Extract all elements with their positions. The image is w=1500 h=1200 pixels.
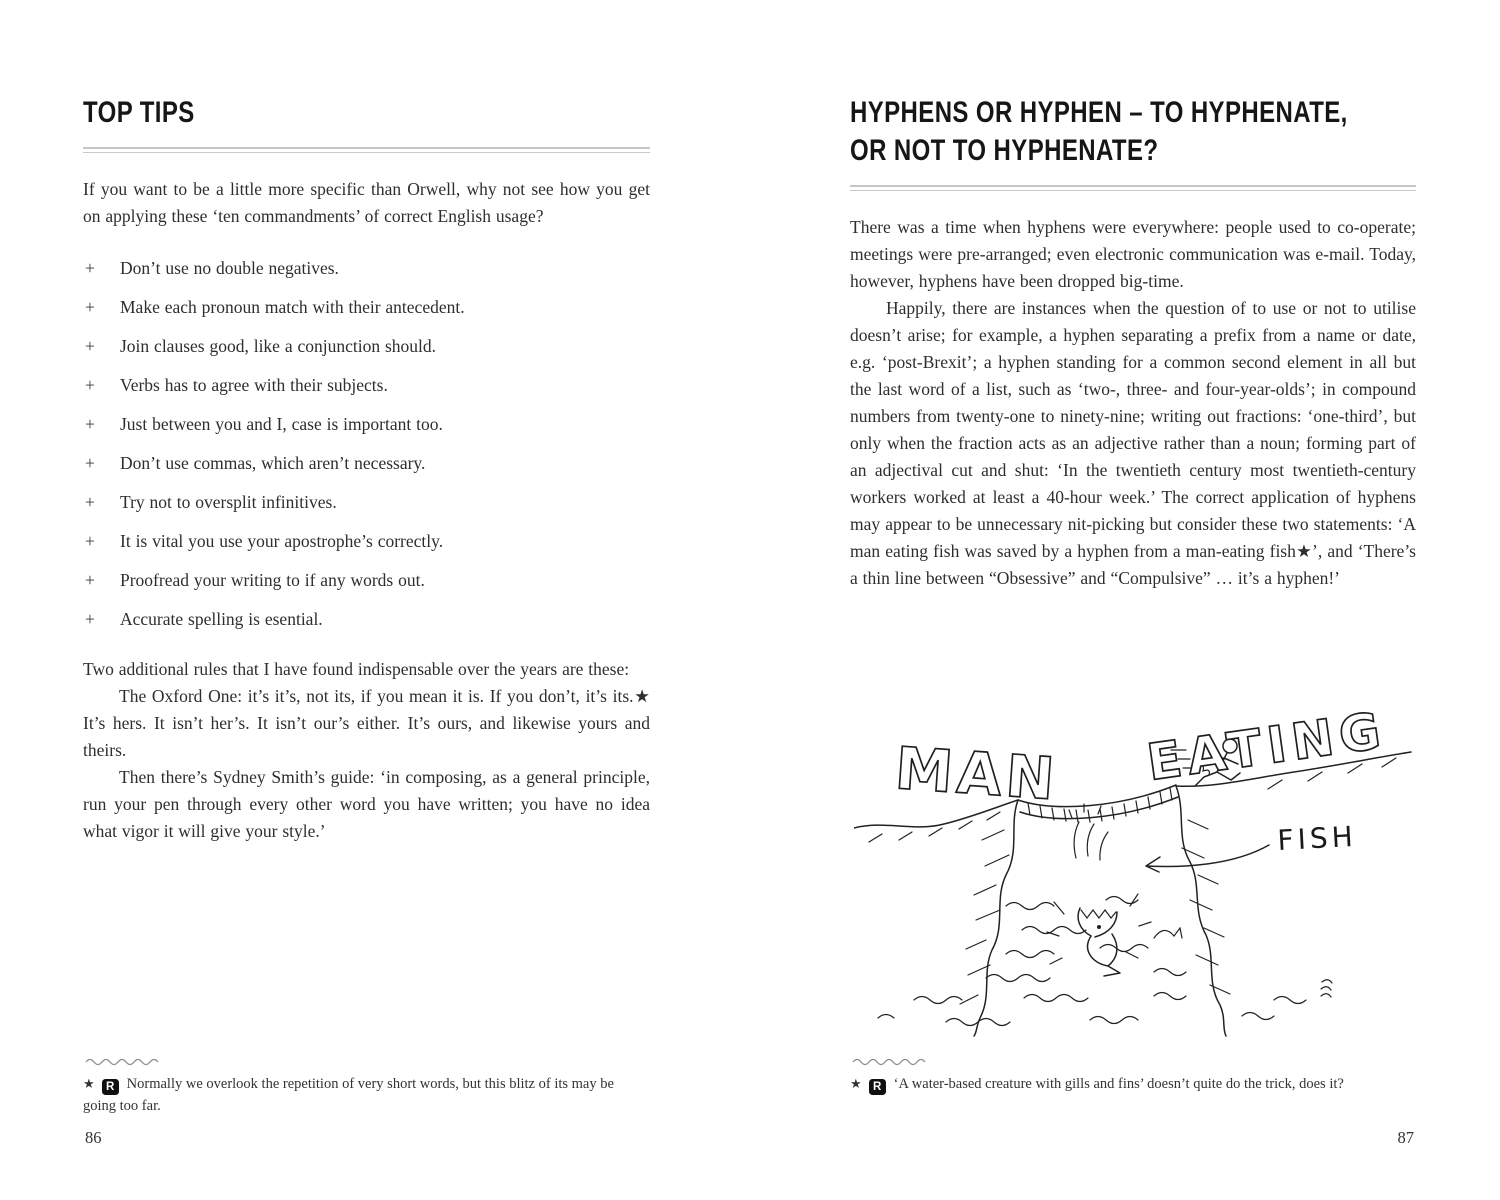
illustration-word-fish: FISH <box>1276 819 1358 857</box>
illustration-word-eating: EATING <box>1143 700 1390 792</box>
body-paragraph: Happily, there are instances when the question of to use or not to utilise doesn’t arise; for example, a hyphen separating a prefix from a name or date, e.g. ‘post-Brexit’; a hyphen standing for a common second element in all but the last word of a list, such as ‘two-, three- and four-year-olds’; in compound numbers from twenty-one to ninety-nine; writing out fractions: ‘one-third’, but only when the fraction acts as an adjective rather than a noun; forming part of an adjectival cut and shut: ‘In the twentieth century most twentieth-century workers worked at least a 40-hour week.’ The correct application of hyphens may appear to be unnecessary nit-picking but consider these two statements: ‘A man eating fish was saved by a hyphen from a man-eating fish★’, and ‘There’s a thin line between “Obsessive” and “Compulsive” … it’s a hyphen!’ <box>850 298 1416 588</box>
tip-item <box>83 606 650 633</box>
body-paragraph: Then there’s Sydney Smith’s guide: ‘in composing, as a general principle, run your pen through every other word you have written; you have no idea what vigor it will give your style.’ <box>83 767 650 841</box>
page-title-line-2: OR NOT TO HYPHENATE? <box>850 134 1159 167</box>
page-title <box>850 94 1348 170</box>
body-paragraph: The Oxford One: it’s it’s, not its, if you mean it is. If you don’t, it’s its.★ It’s hers. It isn’t her’s. It isn’t our’s either. It’s ours, and likewise yours and theirs. <box>83 686 650 760</box>
man-eating-fish-illustration <box>854 700 1412 1038</box>
title-divider <box>850 185 1416 191</box>
tip-item <box>83 567 650 594</box>
footnote-block <box>850 1056 1416 1095</box>
tip-text: Verbs has to agree with their subjects. <box>120 375 388 395</box>
page-number: 86 <box>85 1128 102 1147</box>
tip-text: Just between you and I, case is important too. <box>120 414 443 434</box>
illustration-word-man: MAN <box>893 734 1061 814</box>
tip-bullet: + <box>85 492 95 512</box>
title-divider <box>83 147 650 153</box>
body-paragraph: Two additional rules that I have found indispensable over the years are these: <box>83 659 630 679</box>
tip-text: Make each pronoun match with their antecedent. <box>120 297 465 317</box>
footnote-block <box>83 1056 650 1117</box>
page-title: TOP TIPS <box>83 96 195 129</box>
tip-item <box>83 333 650 360</box>
tips-list <box>83 255 650 633</box>
tip-bullet: + <box>85 453 95 473</box>
tip-bullet: + <box>85 336 95 356</box>
tip-text: It is vital you use your apostrophe’s correctly. <box>120 531 444 551</box>
left-page <box>83 0 650 1200</box>
body-paragraph: There was a time when hyphens were everywhere: people used to co-operate; meetings were pre-arranged; even electronic communication was e-mail. Today, however, hyphens have been dropped big-time. <box>850 217 1416 291</box>
footnote-text: ‘A water-based creature with gills and fins’ doesn’t quite do the trick, does it? <box>893 1076 1344 1092</box>
tip-bullet: + <box>85 297 95 317</box>
tip-item <box>83 450 650 477</box>
tip-item <box>83 411 650 438</box>
tip-bullet: + <box>85 609 95 629</box>
tip-item <box>83 255 650 282</box>
footnote-squiggle <box>85 1056 159 1066</box>
tip-item <box>83 294 650 321</box>
tip-item <box>83 528 650 555</box>
intro-paragraph: If you want to be a little more specific than Orwell, why not see how you get on applying these ‘ten commandments’ of correct English usage? <box>83 179 650 226</box>
tip-bullet: + <box>85 258 95 278</box>
tip-text: Join clauses good, like a conjunction should. <box>120 336 437 356</box>
tip-text: Don’t use commas, which aren’t necessary. <box>120 453 426 473</box>
tip-bullet: + <box>85 531 95 551</box>
tip-text: Don’t use no double negatives. <box>120 258 339 278</box>
tip-bullet: + <box>85 570 95 590</box>
footnote-star-marker: ★ <box>83 1076 95 1091</box>
tip-item <box>83 489 650 516</box>
r-note-icon: R <box>102 1079 119 1095</box>
right-page <box>850 0 1416 1200</box>
page-number: 87 <box>1397 1128 1414 1147</box>
tip-item <box>83 372 650 399</box>
tip-text: Proofread your writing to if any words out. <box>120 570 425 590</box>
footnote-text: Normally we overlook the repetition of very short words, but this blitz of its may be going too far. <box>83 1076 614 1114</box>
tip-text: Accurate spelling is esential. <box>120 609 323 629</box>
tip-bullet: + <box>85 375 95 395</box>
tip-bullet: + <box>85 414 95 434</box>
tip-text: Try not to oversplit infinitives. <box>120 492 337 512</box>
page-title-line-1: HYPHENS OR HYPHEN – TO HYPHENATE, <box>850 96 1348 129</box>
footnote-squiggle <box>852 1056 926 1066</box>
r-note-icon: R <box>869 1079 886 1095</box>
footnote-star-marker: ★ <box>850 1076 862 1091</box>
